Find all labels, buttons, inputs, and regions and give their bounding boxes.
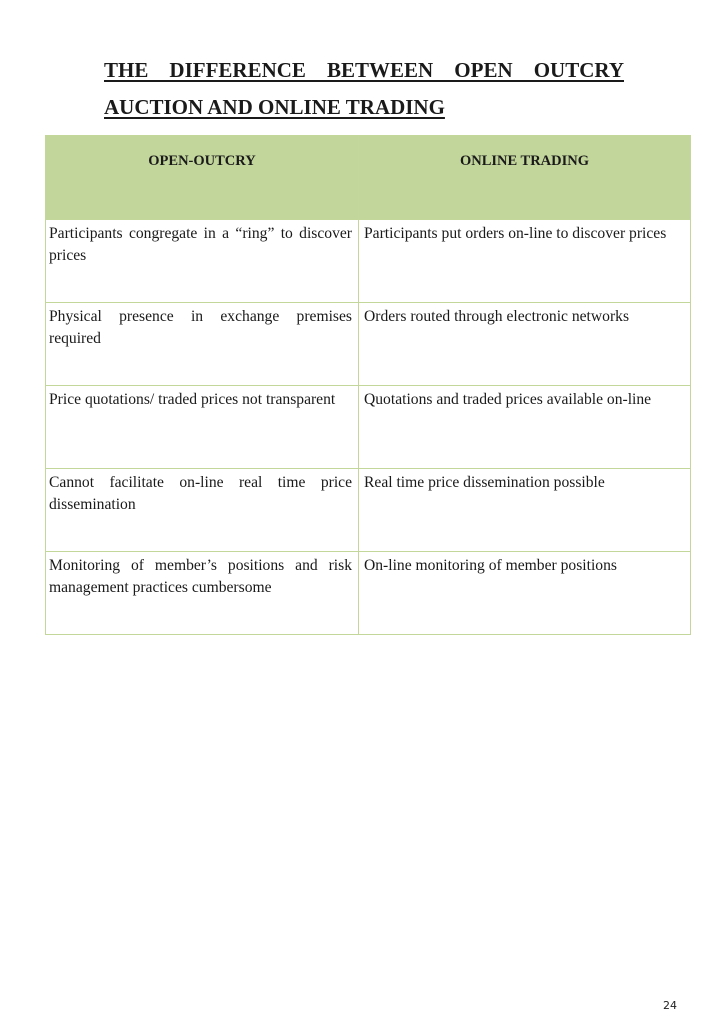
table-row xyxy=(46,220,691,303)
title-line-2: AUCTION AND ONLINE TRADING xyxy=(104,95,445,119)
title-line-1: THE DIFFERENCE BETWEEN OPEN OUTCRY xyxy=(104,58,624,82)
table-row xyxy=(46,469,691,552)
table-row xyxy=(46,386,691,469)
cell-open-outcry: Price quotations/ traded prices not transparent xyxy=(46,386,359,469)
header-online-trading: ONLINE TRADING xyxy=(359,136,691,220)
page-number: 24 xyxy=(663,999,677,1012)
cell-online-trading: Quotations and traded prices available on-line xyxy=(359,386,691,469)
cell-open-outcry: Monitoring of member’s positions and risk management practices cumbersome xyxy=(46,552,359,635)
cell-online-trading: On-line monitoring of member positions xyxy=(359,552,691,635)
cell-open-outcry: Physical presence in exchange premises required xyxy=(46,303,359,386)
cell-online-trading: Orders routed through electronic networks xyxy=(359,303,691,386)
table-row xyxy=(46,552,691,635)
header-open-outcry: OPEN-OUTCRY xyxy=(46,136,359,220)
cell-open-outcry: Participants congregate in a “ring” to discover prices xyxy=(46,220,359,303)
cell-online-trading: Participants put orders on-line to discover prices xyxy=(359,220,691,303)
cell-open-outcry: Cannot facilitate on-line real time price dissemination xyxy=(46,469,359,552)
table-row xyxy=(46,303,691,386)
table-header-row xyxy=(46,136,691,220)
page-title xyxy=(104,52,624,126)
cell-online-trading: Real time price dissemination possible xyxy=(359,469,691,552)
comparison-table xyxy=(45,135,691,635)
